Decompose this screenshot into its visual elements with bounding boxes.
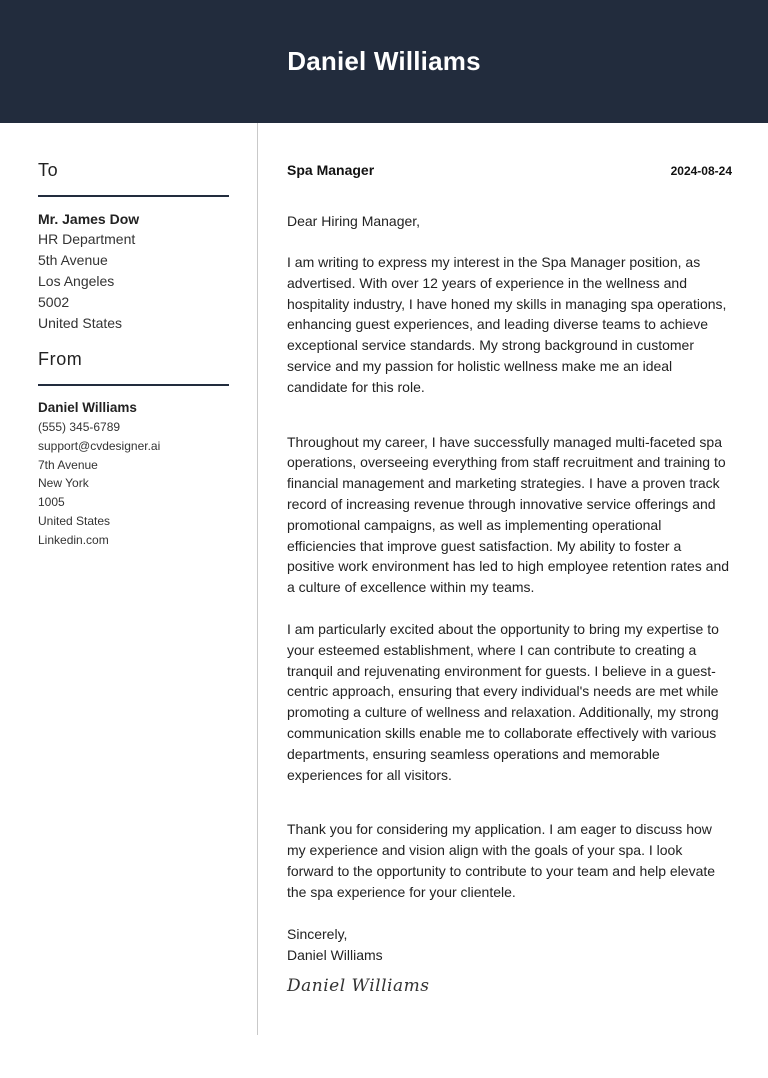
recipient-zip: 5002 [38,294,70,310]
handwritten-signature: Daniel Williams [287,975,430,996]
closing-phrase: Sincerely, [287,925,348,942]
sender-linkedin: Linkedin.com [38,532,109,547]
recipient-country: United States [38,315,123,331]
sidebar [38,160,229,550]
recipient-department: HR Department [38,231,136,247]
sign-off [287,924,732,966]
paragraph-intro: I am writing to express my interest in the Spa Manager position, as advertised. With over 12 years of experience in the wellness and hospitality industry, I have honed my skills in managing spa operations, enhancing guest experiences, and leading diverse teams to achieve exceptional service standards. My strong background in customer service and my passion for holistic wellness make me an ideal candidate for this role. [287,254,727,395]
sender-street: 7th Avenue [38,457,98,472]
letter-body [287,162,732,996]
job-title: Spa Manager [287,162,375,178]
sender-email: support@cvdesigner.ai [38,438,161,453]
letter-date: 2024-08-24 [670,164,732,178]
paragraph-closing: Thank you for considering my application. I am eager to discuss how my experience and vision align with the goals of your spa. I look forward to the opportunity to contribute to your team and help elevate the spa experience for your clientele. [287,821,716,900]
sender-country: United States [38,513,111,528]
sender-zip: 1005 [38,495,65,510]
paragraph-experience: Throughout my career, I have successfully managed multi-faceted spa operations, overseeing everything from staff recruitment and training to financial management and marketing strategies. I have a proven track record of increasing revenue through innovative service offerings and promotional campaigns, as well as implementing operational efficiencies that improve guest satisfaction. My ability to foster a positive work environment has led to high employee retention rates and a culture of excellence within my teams. [287,433,730,596]
sender-city: New York [38,476,89,491]
letter-meta [287,162,732,178]
from-divider [38,384,229,386]
salutation: Dear Hiring Manager, [287,213,421,229]
to-heading: To [38,160,59,180]
sender-phone: (555) 345-6789 [38,420,121,434]
to-divider [38,195,229,197]
sender-section [38,349,229,550]
header-banner [0,0,768,123]
paragraph-motivation: I am particularly excited about the opportunity to bring my expertise to your esteemed establishment, where I can contribute to creating a tranquil and rejuvenating environment for guests. I believe in a guest-centric approach, ensuring that every individual's needs are met while promoting a culture of wellness and relaxation. Additionally, my strong communication skills enable me to collaborate effectively with various departments, ensuring seamless operations and memorable experiences for all visitors. [287,620,719,783]
column-divider [257,123,258,1035]
recipient-city: Los Angeles [38,273,115,289]
closing-name: Daniel Williams [287,946,383,963]
sender-name: Daniel Williams [38,400,137,415]
applicant-name-title: Daniel Williams [287,46,481,76]
from-heading: From [38,349,83,369]
recipient-street: 5th Avenue [38,252,108,268]
recipient-section [38,160,229,334]
recipient-name: Mr. James Dow [38,211,140,227]
